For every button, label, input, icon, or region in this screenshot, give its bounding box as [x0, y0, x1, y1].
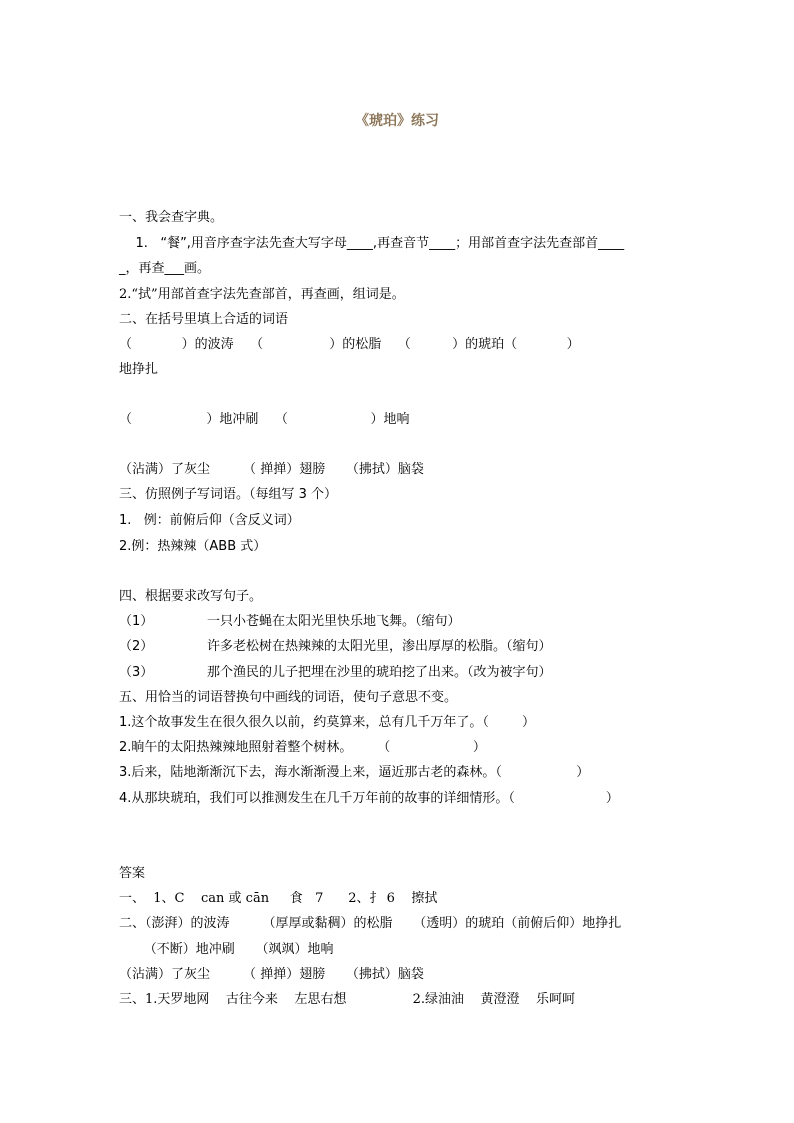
- q1-1-line: 1. “餐”,用音序查字法先查大写字母____,再查音节____；用部首查字法先查部首____: [119, 236, 625, 251]
- answers-heading: 答案: [119, 866, 146, 881]
- section-4-heading: 四、根据要求改写句子。: [119, 589, 263, 604]
- section-5-heading: 五、用恰当的词语替换句中画线的词语，使句子意思不变。: [119, 690, 458, 705]
- answer-2-cont: （不断）地冲刷 （飒飒）地响: [119, 942, 334, 957]
- answer-3: 三、1.天罗地网 古往今来 左思右想 2.绿油油 黄澄澄 乐呵呵: [119, 992, 576, 1007]
- q1-2-line: 2.“拭”用部首查字法先查部首，再查画，组词是。: [119, 287, 405, 302]
- q4-3: （3） 那个渔民的儿子把埋在沙里的琥珀挖了出来。（改为被字句）: [119, 665, 552, 680]
- q2-row-1-cont: 地挣扎: [119, 362, 159, 377]
- answer-2-row-3: （沾满）了灰尘 （ 掸掸）翅膀 （拂拭）脑袋: [119, 967, 424, 982]
- q3-1: 1. 例：前俯后仰（含反义词）: [119, 513, 300, 528]
- section-2-heading: 二、在括号里填上合适的词语: [119, 312, 289, 327]
- q4-2: （2） 许多老松树在热辣辣的太阳光里，渗出厚厚的松脂。（缩句）: [119, 639, 552, 654]
- answer-1: 一、 1、C can 或 cān 食 7 2、扌 6 擦拭: [119, 891, 438, 906]
- q5-4: 4.从那块琥珀，我们可以推测发生在几千万年前的故事的详细情形。（ ）: [119, 791, 619, 806]
- answer-2: 二、（澎湃）的波涛 （厚厚或黏稠）的松脂 （透明）的琥珀（前俯后仰）地挣扎: [119, 916, 622, 931]
- q2-row-2: （ ）地冲刷 （ ）地响: [119, 412, 410, 427]
- q5-3: 3.后来，陆地渐渐沉下去，海水渐渐漫上来，逼近那古老的森林。（ ）: [119, 765, 590, 780]
- q5-2: 2.晌午的太阳热辣辣地照射着整个树林。 （ ）: [119, 740, 486, 755]
- page-title: 《琥珀》练习: [355, 113, 439, 129]
- q2-row-3: （沾满）了灰尘 （ 掸掸）翅膀 （拂拭）脑袋: [119, 462, 424, 477]
- section-1-heading: 一、我会查字典。: [119, 210, 224, 225]
- q1-1-cont: _，再查___画。: [119, 261, 211, 276]
- q3-2: 2.例：热辣辣（ABB 式）: [119, 539, 267, 554]
- q5-1: 1.这个故事发生在很久很久以前，约莫算来，总有几千万年了。（ ）: [119, 715, 535, 730]
- q2-row-1: （ ）的波涛 （ ）的松脂 （ ）的琥珀（ ）: [119, 337, 580, 352]
- section-3-heading: 三、仿照例子写词语。（每组写 3 个）: [119, 487, 338, 502]
- q4-1: （1） 一只小苍蝇在太阳光里快乐地飞舞。（缩句）: [119, 614, 461, 629]
